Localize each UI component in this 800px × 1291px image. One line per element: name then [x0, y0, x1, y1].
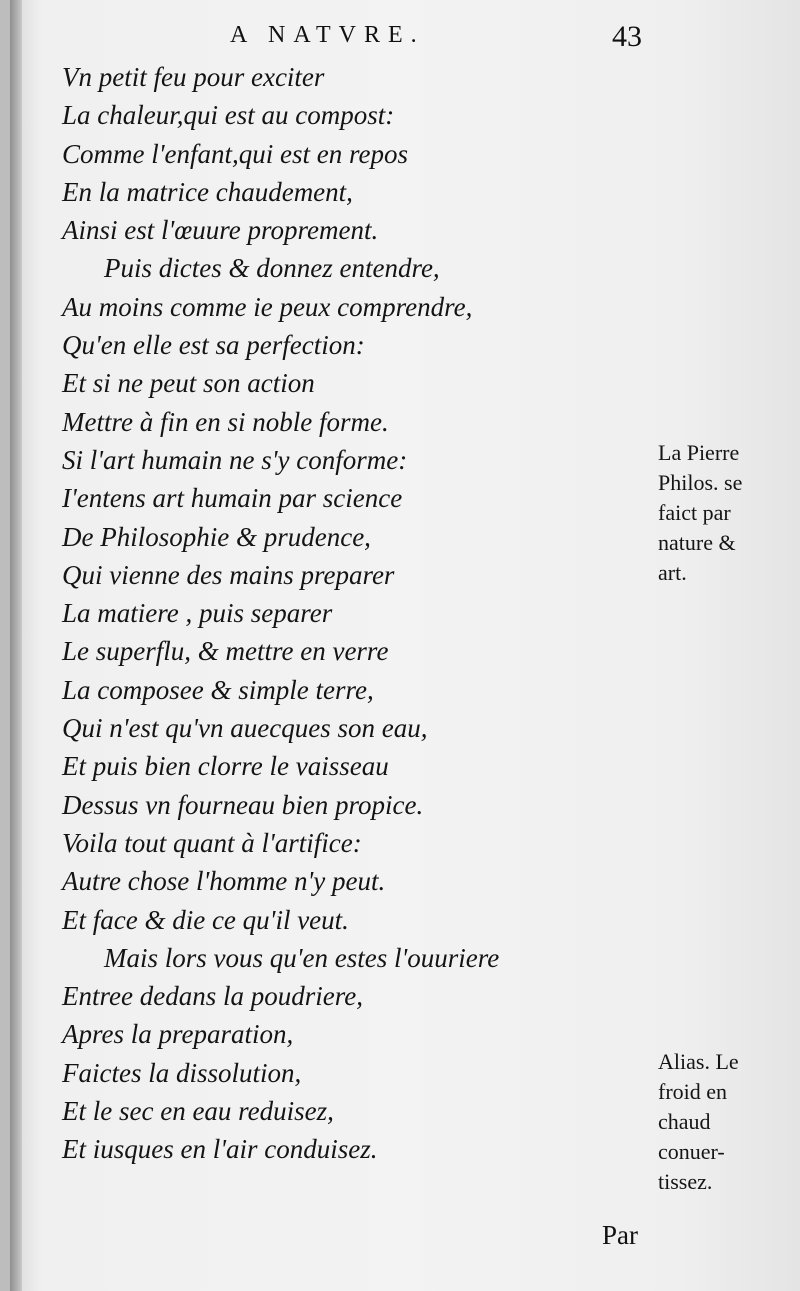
- page-number: 43: [612, 20, 642, 53]
- verse-line: Faictes la dissolution,: [62, 1057, 302, 1088]
- verse-line: Et si ne peut son action: [62, 368, 315, 399]
- running-title: A NATVRE.: [230, 22, 425, 48]
- verse-line: Et puis bien clorre le vaisseau: [62, 751, 389, 782]
- verse-line: Comme l'enfant,qui est en repos: [62, 138, 408, 169]
- marginal-note-line: tissez.: [658, 1169, 713, 1194]
- verse-line: Au moins comme ie peux comprendre,: [62, 291, 473, 322]
- marginal-note-line: art.: [658, 560, 687, 585]
- marginal-note-line: nature &: [658, 530, 736, 555]
- verse-line: La matiere , puis separer: [62, 598, 333, 629]
- verse-line: Et iusques en l'air conduisez.: [62, 1134, 378, 1165]
- verse-line: Et face & die ce qu'il veut.: [62, 904, 349, 935]
- marginal-note-line: faict par: [658, 500, 731, 525]
- verse-line: De Philosophie & prudence,: [62, 521, 371, 552]
- verse-line: Mettre à fin en si noble forme.: [62, 406, 389, 437]
- verse-line: Autre chose l'homme n'y peut.: [62, 866, 386, 897]
- book-page: [10, 0, 800, 1291]
- verse-line: Ainsi est l'œuure proprement.: [62, 215, 379, 246]
- verse-line: Qu'en elle est sa perfection:: [62, 330, 365, 361]
- verse-line: Si l'art humain ne s'y conforme:: [62, 444, 408, 475]
- verse-text: [62, 58, 632, 1169]
- marginal-note-line: Philos. se: [658, 470, 743, 495]
- marginal-note-line: chaud: [658, 1109, 711, 1134]
- verse-line: Entree dedans la poudriere,: [62, 981, 363, 1012]
- verse-line: Puis dictes & donnez entendre,: [104, 253, 440, 284]
- verse-line: La chaleur,qui est au compost:: [62, 100, 395, 131]
- verse-line: Apres la preparation,: [62, 1019, 294, 1050]
- verse-line: Et le sec en eau reduisez,: [62, 1096, 334, 1127]
- marginal-note-line: La Pierre: [658, 440, 740, 465]
- verse-line: Qui n'est qu'vn auecques son eau,: [62, 713, 428, 744]
- marginal-note-line: froid en: [658, 1079, 728, 1104]
- verse-line: Dessus vn fourneau bien propice.: [62, 789, 424, 820]
- marginal-note-line: Alias. Le: [658, 1049, 739, 1074]
- verse-line: Mais lors vous qu'en estes l'ouuriere: [104, 942, 500, 973]
- page-gutter: [10, 0, 22, 1291]
- catchword: Par: [602, 1220, 638, 1250]
- verse-line: I'entens art humain par science: [62, 483, 403, 514]
- verse-line: Vn petit feu pour exciter: [62, 62, 325, 92]
- verse-line: Voila tout quant à l'artifice:: [62, 827, 362, 858]
- verse-line: La composee & simple terre,: [62, 674, 374, 705]
- verse-line: Qui vienne des mains preparer: [62, 559, 395, 590]
- marginal-note-line: conuer-: [658, 1139, 725, 1164]
- verse-line: En la matrice chaudement,: [62, 176, 353, 207]
- marginal-note-alias: [658, 1047, 739, 1197]
- marginal-note-pierre: [658, 438, 742, 588]
- verse-line: Le superflu, & mettre en verre: [62, 636, 389, 667]
